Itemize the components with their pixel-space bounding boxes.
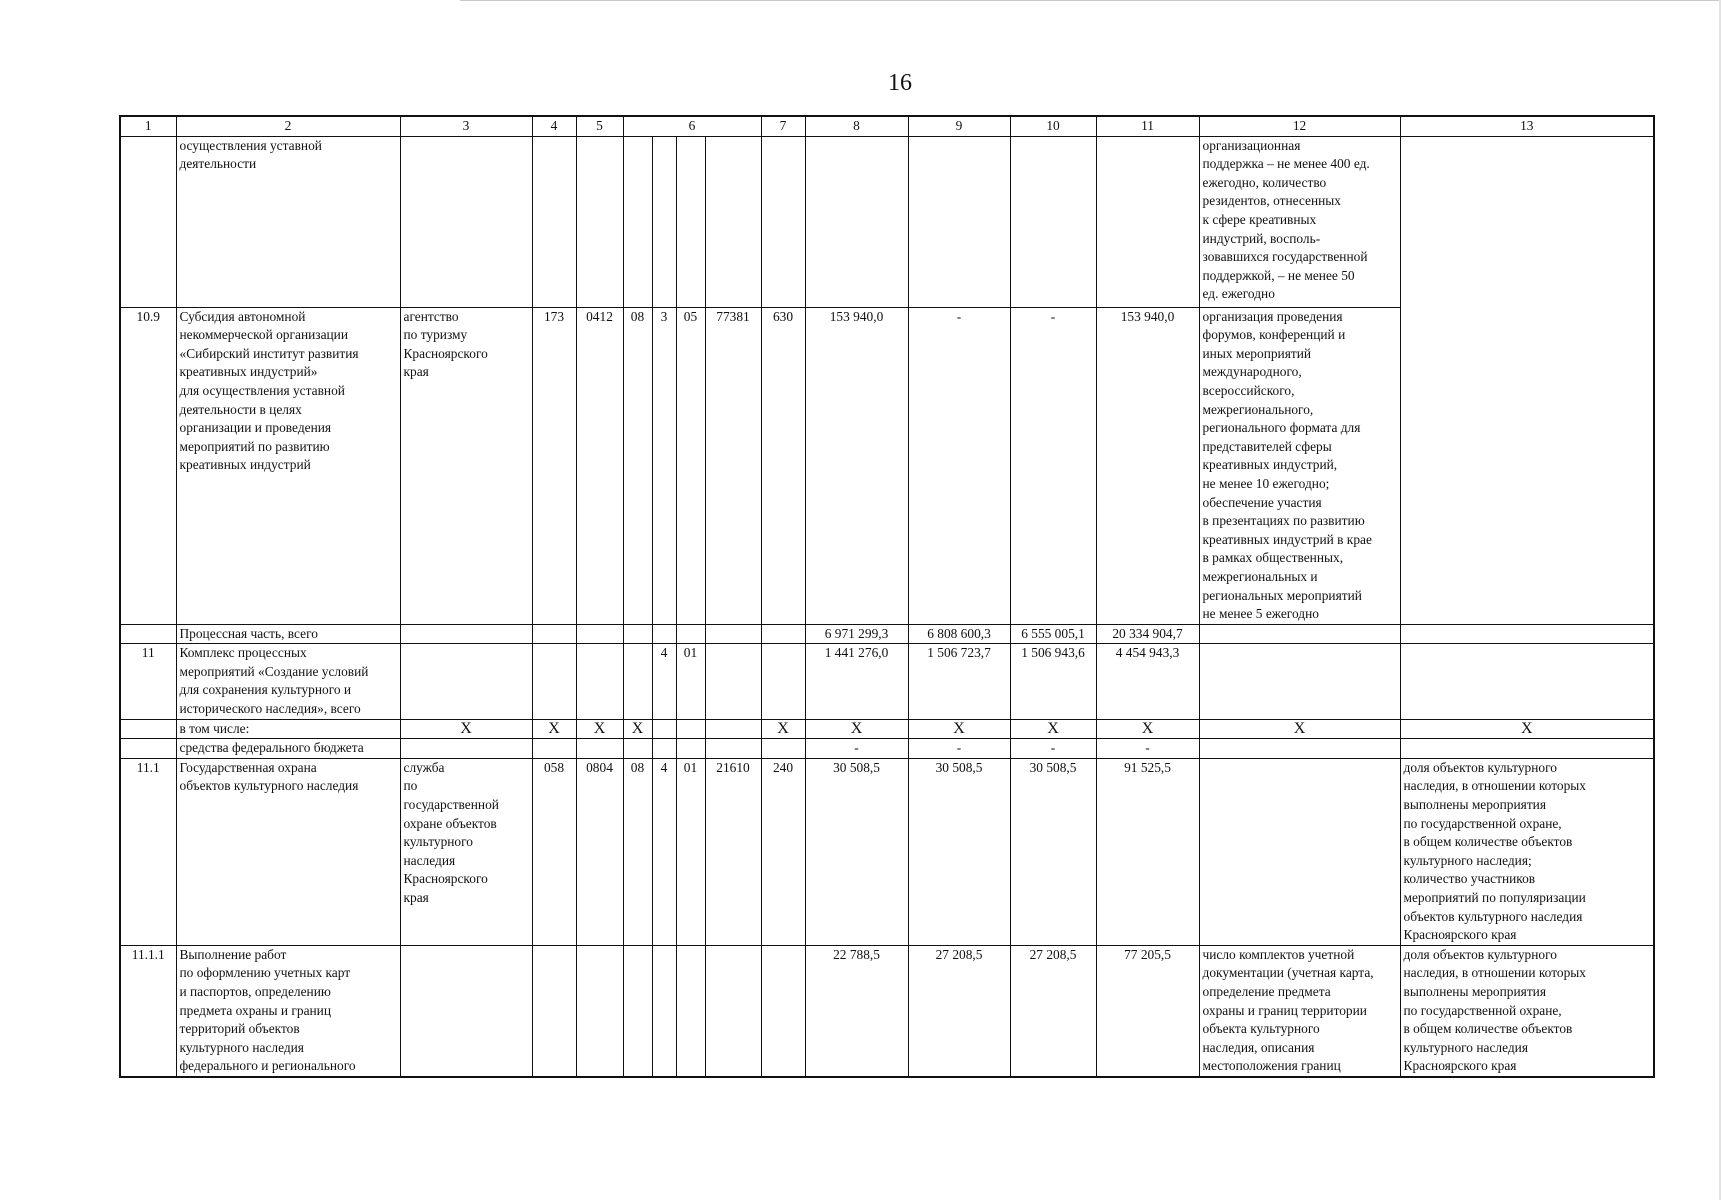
cell-csr-1 xyxy=(623,624,652,644)
cell-csr-3 xyxy=(676,945,705,1077)
cell-csr-3 xyxy=(676,719,705,739)
cell-y1 xyxy=(805,136,908,307)
cell-rzpr xyxy=(576,136,623,307)
cell-grbs xyxy=(532,136,576,307)
cell-rzpr xyxy=(576,644,623,719)
cell-indicator xyxy=(1400,136,1654,624)
cell-y1: 6 971 299,3 xyxy=(805,624,908,644)
cell-result: число комплектов учетной документации (учетная карта, определение предмета охраны и границ территории объекта культурного наследия, описания местоположения границ xyxy=(1199,945,1400,1077)
cell-grbs xyxy=(532,739,576,759)
cell-csr-3 xyxy=(676,136,705,307)
cell-indicator xyxy=(1400,624,1654,644)
cell-csr-1 xyxy=(623,945,652,1077)
cell-vr xyxy=(761,624,805,644)
x-mark: Х xyxy=(1400,719,1654,739)
cell-csr-2 xyxy=(652,624,676,644)
cell-executor xyxy=(400,945,532,1077)
cell-y2: - xyxy=(908,739,1010,759)
cell-csr-3: 01 xyxy=(676,644,705,719)
cell-csr-3 xyxy=(676,624,705,644)
table-row-federal-budget xyxy=(120,739,1654,759)
cell-name: Субсидия автономной некоммерческой организации «Сибирский институт развития креативных индустрий» для осуществления уставной деятельности в целях организации и проведения мероприятий по развитию креативных индустрий xyxy=(176,307,400,624)
cell-csr-1: 08 xyxy=(623,307,652,624)
cell-grbs: 173 xyxy=(532,307,576,624)
cell-executor xyxy=(400,136,532,307)
cell-csr-4 xyxy=(705,719,761,739)
table-row-continuation xyxy=(120,136,1654,307)
cell-vr xyxy=(761,136,805,307)
cell-csr-2: 4 xyxy=(652,758,676,945)
cell-indicator: доля объектов культурного наследия, в отношении которых выполнены мероприятия по государственной охране, в общем количестве объектов культурного наследия; количество участников мероприятий по популяризации объектов культурного наследия Красноярского края xyxy=(1400,758,1654,945)
header-col-10: 10 xyxy=(1010,116,1096,136)
header-col-6: 6 xyxy=(623,116,761,136)
cell-result xyxy=(1199,624,1400,644)
cell-num xyxy=(120,719,176,739)
cell-result: организационная поддержка – не менее 400 ед. ежегодно, количество резидентов, отнесенных к сфере креативных индустрий, восполь- зовавшихся государственной поддержкой, – не менее 50 ед. ежегодно xyxy=(1199,136,1400,307)
cell-y2 xyxy=(908,136,1010,307)
cell-grbs xyxy=(532,945,576,1077)
x-mark: Х xyxy=(623,719,652,739)
cell-num: 11.1.1 xyxy=(120,945,176,1077)
cell-num xyxy=(120,136,176,307)
cell-indicator xyxy=(1400,644,1654,719)
cell-vr xyxy=(761,644,805,719)
x-mark: Х xyxy=(1096,719,1199,739)
cell-y1: 1 441 276,0 xyxy=(805,644,908,719)
cell-grbs xyxy=(532,624,576,644)
table-row-including xyxy=(120,719,1654,739)
cell-csr-4 xyxy=(705,739,761,759)
cell-y2: 27 208,5 xyxy=(908,945,1010,1077)
table-row-process-total xyxy=(120,624,1654,644)
scan-edge-top xyxy=(460,0,1721,1)
cell-csr-2 xyxy=(652,136,676,307)
x-mark: Х xyxy=(1010,719,1096,739)
cell-indicator: доля объектов культурного наследия, в отношении которых выполнены мероприятия по государственной охране, в общем количестве объектов культурного наследия Красноярского края xyxy=(1400,945,1654,1077)
cell-name: Процессная часть, всего xyxy=(176,624,400,644)
cell-csr-3 xyxy=(676,739,705,759)
cell-y3: - xyxy=(1010,307,1096,624)
cell-y3 xyxy=(1010,136,1096,307)
cell-num xyxy=(120,624,176,644)
table-row-11-1-1 xyxy=(120,945,1654,1077)
cell-y3: 27 208,5 xyxy=(1010,945,1096,1077)
cell-vr xyxy=(761,945,805,1077)
cell-name: осуществления уставной деятельности xyxy=(176,136,400,307)
cell-csr-3: 01 xyxy=(676,758,705,945)
cell-executor xyxy=(400,624,532,644)
header-col-1: 1 xyxy=(120,116,176,136)
cell-y3: - xyxy=(1010,739,1096,759)
cell-csr-4 xyxy=(705,945,761,1077)
cell-executor xyxy=(400,644,532,719)
cell-result xyxy=(1199,644,1400,719)
cell-num: 10.9 xyxy=(120,307,176,624)
cell-num: 11.1 xyxy=(120,758,176,945)
cell-csr-4 xyxy=(705,644,761,719)
cell-y1: 153 940,0 xyxy=(805,307,908,624)
header-col-2: 2 xyxy=(176,116,400,136)
cell-vr xyxy=(761,739,805,759)
cell-csr-1 xyxy=(623,136,652,307)
cell-csr-4 xyxy=(705,136,761,307)
x-mark: Х xyxy=(1199,719,1400,739)
cell-y2: 30 508,5 xyxy=(908,758,1010,945)
cell-csr-1 xyxy=(623,644,652,719)
cell-csr-2: 4 xyxy=(652,644,676,719)
cell-total: 153 940,0 xyxy=(1096,307,1199,624)
cell-rzpr xyxy=(576,945,623,1077)
x-mark: Х xyxy=(532,719,576,739)
cell-y2: - xyxy=(908,307,1010,624)
header-col-3: 3 xyxy=(400,116,532,136)
cell-num xyxy=(120,739,176,759)
cell-name: Государственная охрана объектов культурного наследия xyxy=(176,758,400,945)
cell-total: 91 525,5 xyxy=(1096,758,1199,945)
cell-grbs xyxy=(532,644,576,719)
x-mark: Х xyxy=(908,719,1010,739)
cell-csr-1: 08 xyxy=(623,758,652,945)
cell-total xyxy=(1096,136,1199,307)
cell-csr-2 xyxy=(652,739,676,759)
cell-vr: 240 xyxy=(761,758,805,945)
header-col-8: 8 xyxy=(805,116,908,136)
cell-grbs: 058 xyxy=(532,758,576,945)
x-mark: Х xyxy=(761,719,805,739)
cell-num: 11 xyxy=(120,644,176,719)
cell-name: средства федерального бюджета xyxy=(176,739,400,759)
cell-vr: 630 xyxy=(761,307,805,624)
cell-rzpr: 0412 xyxy=(576,307,623,624)
x-mark: Х xyxy=(576,719,623,739)
cell-name: в том числе: xyxy=(176,719,400,739)
program-table xyxy=(119,115,1655,1078)
cell-csr-4 xyxy=(705,624,761,644)
header-col-11: 11 xyxy=(1096,116,1199,136)
cell-executor xyxy=(400,739,532,759)
cell-indicator xyxy=(1400,739,1654,759)
cell-csr-3: 05 xyxy=(676,307,705,624)
header-col-4: 4 xyxy=(532,116,576,136)
header-col-9: 9 xyxy=(908,116,1010,136)
header-row xyxy=(120,116,1654,136)
cell-executor: агентство по туризму Красноярского края xyxy=(400,307,532,624)
cell-rzpr xyxy=(576,624,623,644)
cell-total: 20 334 904,7 xyxy=(1096,624,1199,644)
cell-result xyxy=(1199,758,1400,945)
header-col-5: 5 xyxy=(576,116,623,136)
cell-rzpr: 0804 xyxy=(576,758,623,945)
header-col-7: 7 xyxy=(761,116,805,136)
cell-executor: служба по государственной охране объектов культурного наследия Красноярского края xyxy=(400,758,532,945)
page-number: 16 xyxy=(888,70,912,96)
x-mark: Х xyxy=(805,719,908,739)
cell-y2: 6 808 600,3 xyxy=(908,624,1010,644)
cell-name: Комплекс процессных мероприятий «Создание условий для сохранения культурного и исторического наследия», всего xyxy=(176,644,400,719)
cell-csr-2: 3 xyxy=(652,307,676,624)
cell-total: - xyxy=(1096,739,1199,759)
cell-y3: 30 508,5 xyxy=(1010,758,1096,945)
header-col-13: 13 xyxy=(1400,116,1654,136)
x-mark: Х xyxy=(400,719,532,739)
cell-csr-2 xyxy=(652,719,676,739)
cell-rzpr xyxy=(576,739,623,759)
cell-total: 77 205,5 xyxy=(1096,945,1199,1077)
cell-name: Выполнение работ по оформлению учетных карт и паспортов, определению предмета охраны и границ территорий объектов культурного наследия федерального и регионального xyxy=(176,945,400,1077)
table-row-11-1 xyxy=(120,758,1654,945)
cell-csr-4: 77381 xyxy=(705,307,761,624)
table-row-11 xyxy=(120,644,1654,719)
cell-result: организация проведения форумов, конференций и иных мероприятий международного, всероссийского, межрегионального, регионального формата для представителей сферы креативных индустрий, не менее 10 ежегодно; обеспечение участия в презентациях по развитию креативных индустрий в крае в рамках общественных, межрегиональных и региональных мероприятий не менее 5 ежегодно xyxy=(1199,307,1400,624)
cell-result xyxy=(1199,739,1400,759)
cell-y3: 6 555 005,1 xyxy=(1010,624,1096,644)
cell-total: 4 454 943,3 xyxy=(1096,644,1199,719)
cell-csr-2 xyxy=(652,945,676,1077)
header-col-12: 12 xyxy=(1199,116,1400,136)
cell-csr-4: 21610 xyxy=(705,758,761,945)
cell-y2: 1 506 723,7 xyxy=(908,644,1010,719)
cell-y3: 1 506 943,6 xyxy=(1010,644,1096,719)
cell-y1: 30 508,5 xyxy=(805,758,908,945)
cell-y1: - xyxy=(805,739,908,759)
cell-csr-1 xyxy=(623,739,652,759)
cell-y1: 22 788,5 xyxy=(805,945,908,1077)
